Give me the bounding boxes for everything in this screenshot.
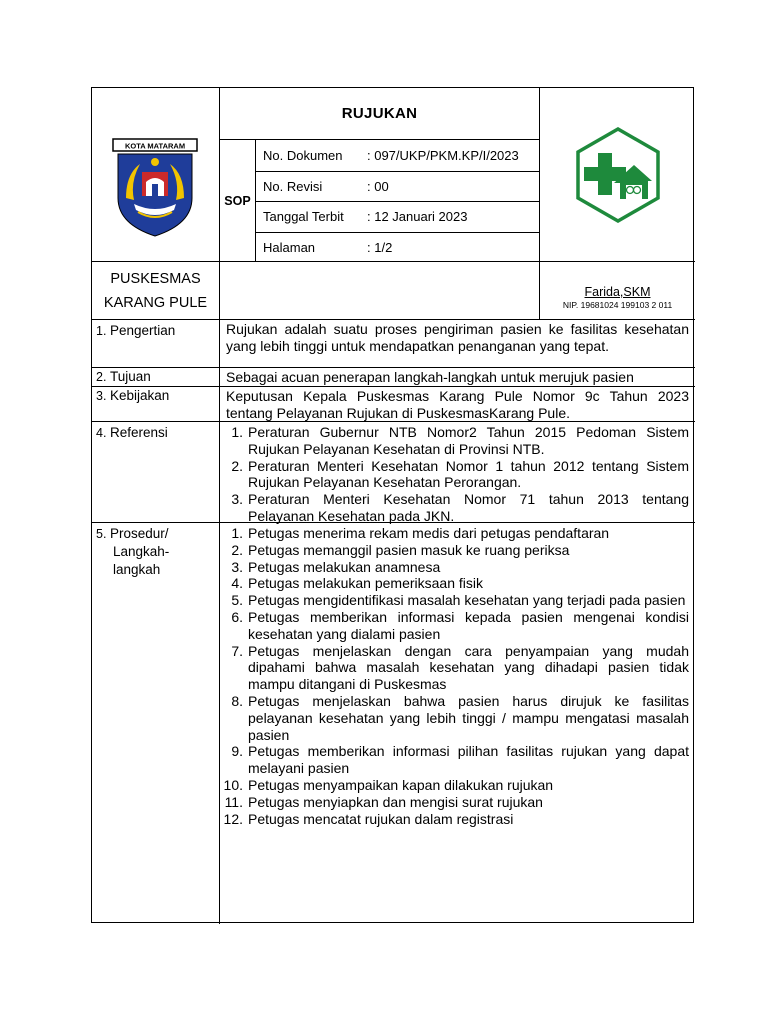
section-kebijakan [92, 386, 695, 421]
section-list [220, 523, 695, 924]
section-label [92, 387, 220, 421]
section-tujuan [92, 367, 695, 386]
meta-value: : 1/2 [367, 239, 393, 255]
puskesmas-logo-icon [570, 127, 666, 223]
meta-row-tanggal-terbit [256, 201, 540, 232]
meta-row-halaman [256, 232, 540, 263]
list-item: 7. Petugas menjelaskan dengan cara penyampaian yang mudah dipahami bahwa masalah kesehatan yang dihadapi pasien tidak mampu ditangani di Puskesmas [231, 642, 689, 693]
meta-label: No. Revisi [263, 178, 323, 194]
meta-value: : 097/UKP/PKM.KP/I/2023 [367, 147, 519, 163]
meta-label: Tanggal Terbit [263, 209, 344, 225]
list-item: 5. Petugas mengidentifikasi masalah kesehatan yang terjadi pada pasien [231, 592, 686, 609]
section-text: Sebagai acuan penerapan langkah-langkah untuk merujuk pasien [226, 369, 634, 385]
section-text: Rujukan adalah suatu proses pengiriman pasien ke fasilitas kesehatan yang lebih tinggi untuk mendapatkan penanganan yang tepat. [226, 321, 689, 354]
signature-block [540, 262, 695, 319]
list-item: 4. Petugas melakukan pemeriksaan fisik [231, 575, 484, 592]
section-prosedur [92, 522, 695, 924]
list-item: 1. Peraturan Gubernur NTB Nomor2 Tahun 2015 Pedoman Sistem Rujukan Pelayanan Kesehatan di Provinsi NTB. [231, 424, 689, 457]
section-label [92, 368, 220, 386]
section-number: 5. [96, 527, 107, 541]
meta-row-revisi [256, 171, 540, 202]
signer-name: Farida,SKM [584, 285, 651, 299]
kota-mataram-emblem-icon [112, 138, 198, 238]
puskesmas-logo-cell [540, 88, 695, 262]
document-meta-table [256, 140, 540, 262]
section-title: Referensi [110, 425, 168, 440]
meta-row-dokumen [256, 140, 540, 171]
section-title-line: Langkah- [113, 544, 170, 559]
meta-value: : 12 Januari 2023 [367, 209, 468, 225]
section-pengertian [92, 319, 695, 367]
organization-name [92, 262, 220, 319]
list-item: 2. Petugas memanggil pasien masuk ke ruang periksa [231, 541, 570, 558]
signer-nip: NIP. 19681024 199103 2 011 [562, 300, 673, 310]
sop-document [91, 87, 694, 923]
list-item: 6. Petugas memberikan informasi kepada pasien mengenai kondisi kesehatan yang dialami pasien [231, 608, 689, 642]
meta-label: Halaman [263, 239, 316, 255]
section-title: Kebijakan [110, 388, 170, 403]
section-title: Pengertian [110, 323, 176, 338]
section-title-line: langkah [113, 562, 161, 577]
list-item: 12. Petugas mencatat rujukan dalam registrasi [223, 810, 514, 827]
section-number: 3. [96, 389, 107, 403]
list-item: 3. Petugas melakukan anamnesa [231, 558, 441, 575]
list-item: 11. Petugas menyiapkan dan mengisi surat rujukan [224, 793, 543, 810]
list-item: 2. Peraturan Menteri Kesehatan Nomor 1 tahun 2012 tentang Sistem Rujukan Pelayanan Kesehatan Perorangan. [231, 457, 689, 491]
section-list [220, 422, 695, 522]
meta-label: No. Dokumen [263, 147, 343, 163]
section-number: 2. [96, 370, 107, 384]
list-item: 10. Petugas menyampaikan kapan dilakukan rujukan [223, 776, 554, 793]
section-title: Tujuan [110, 369, 151, 384]
document-title: RUJUKAN [220, 88, 540, 140]
section-label [92, 320, 220, 367]
list-item: 8. Petugas menjelaskan bahwa pasien harus dirujuk ke fasilitas pelayanan kesehatan yang lebih tinggi / mampu mengatasi masalah pasien [231, 692, 689, 743]
section-number: 1. [96, 324, 107, 338]
section-referensi [92, 421, 695, 522]
list-item: 1. Petugas menerima rekam medis dari petugas pendaftaran [231, 525, 610, 541]
sop-label: SOP [220, 140, 256, 262]
meta-value: : 00 [367, 178, 389, 194]
section-label [92, 422, 220, 522]
svg-text:KOTA MATARAM: KOTA MATARAM [124, 141, 186, 151]
section-number: 4. [96, 426, 107, 440]
section-title: Prosedur/ [110, 526, 169, 541]
list-item: 3. Peraturan Menteri Kesehatan Nomor 71 tahun 2013 tentang Pelayanan Kesehatan pada JKN. [231, 491, 689, 524]
org-line-1: PUSKESMAS [110, 270, 201, 287]
kota-mataram-logo-cell [92, 88, 220, 262]
org-line-2: KARANG PULE [103, 294, 208, 311]
blank-cell [220, 262, 540, 319]
section-label [92, 523, 220, 924]
list-item: 9. Petugas memberikan informasi pilihan fasilitas rujukan yang dapat melayani pasien [231, 743, 689, 777]
section-text: Keputusan Kepala Puskesmas Karang Pule Nomor 9c Tahun 2023 tentang Pelayanan Rujukan di PuskesmasKarang Pule. [226, 388, 689, 421]
